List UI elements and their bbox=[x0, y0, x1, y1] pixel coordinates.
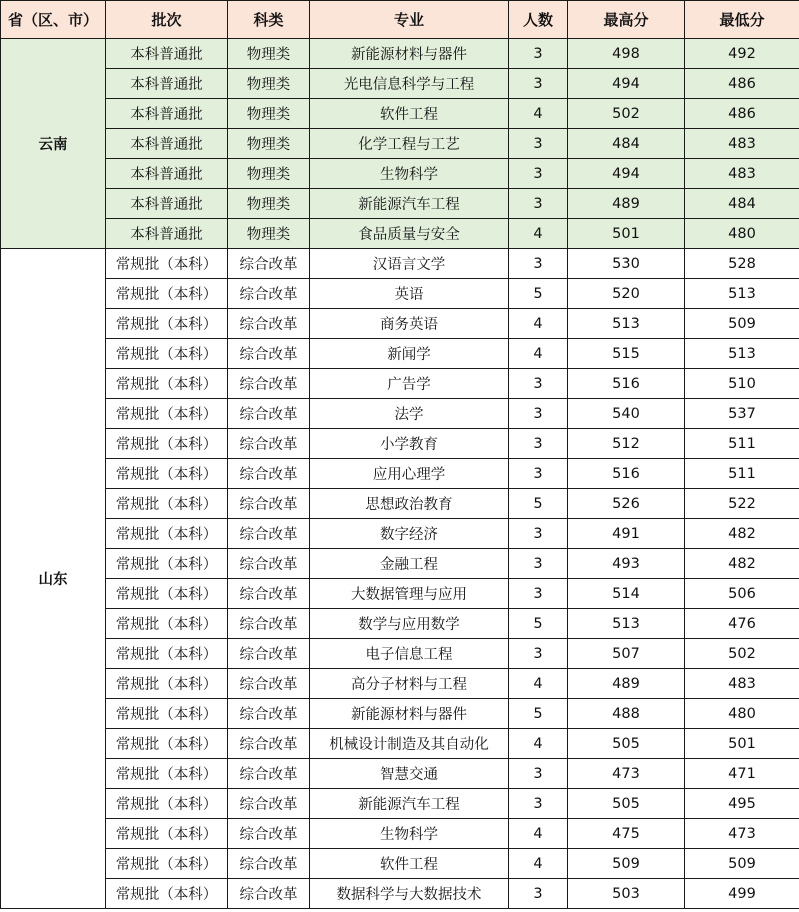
count-cell: 3 bbox=[509, 249, 568, 279]
category-cell: 物理类 bbox=[228, 219, 310, 249]
category-cell: 综合改革 bbox=[228, 339, 310, 369]
batch-cell: 本科普通批 bbox=[106, 99, 228, 129]
batch-cell: 本科普通批 bbox=[106, 39, 228, 69]
header-row bbox=[1, 1, 799, 39]
min-score-cell: 511 bbox=[685, 459, 799, 489]
max-score-cell: 520 bbox=[568, 279, 685, 309]
major-cell: 汉语言文学 bbox=[310, 249, 509, 279]
max-score-cell: 526 bbox=[568, 489, 685, 519]
major-cell: 光电信息科学与工程 bbox=[310, 69, 509, 99]
major-cell: 法学 bbox=[310, 399, 509, 429]
min-score-cell: 501 bbox=[685, 729, 799, 759]
max-score-cell: 475 bbox=[568, 819, 685, 849]
category-cell: 综合改革 bbox=[228, 759, 310, 789]
batch-cell: 本科普通批 bbox=[106, 69, 228, 99]
table-row bbox=[1, 369, 799, 399]
count-cell: 5 bbox=[509, 609, 568, 639]
batch-cell: 常规批（本科） bbox=[106, 429, 228, 459]
count-cell: 3 bbox=[509, 519, 568, 549]
table-row bbox=[1, 399, 799, 429]
batch-cell: 常规批（本科） bbox=[106, 579, 228, 609]
header-province: 省（区、市） bbox=[1, 1, 106, 39]
major-cell: 数据科学与大数据技术 bbox=[310, 879, 509, 909]
min-score-cell: 502 bbox=[685, 639, 799, 669]
count-cell: 4 bbox=[509, 339, 568, 369]
table-row bbox=[1, 549, 799, 579]
max-score-cell: 507 bbox=[568, 639, 685, 669]
count-cell: 3 bbox=[509, 459, 568, 489]
min-score-cell: 483 bbox=[685, 669, 799, 699]
header-count: 人数 bbox=[509, 1, 568, 39]
table-body bbox=[1, 39, 799, 909]
count-cell: 3 bbox=[509, 369, 568, 399]
category-cell: 综合改革 bbox=[228, 279, 310, 309]
header-category: 科类 bbox=[228, 1, 310, 39]
count-cell: 3 bbox=[509, 39, 568, 69]
category-cell: 综合改革 bbox=[228, 699, 310, 729]
table-row bbox=[1, 39, 799, 69]
min-score-cell: 528 bbox=[685, 249, 799, 279]
count-cell: 3 bbox=[509, 759, 568, 789]
max-score-cell: 515 bbox=[568, 339, 685, 369]
count-cell: 3 bbox=[509, 429, 568, 459]
batch-cell: 常规批（本科） bbox=[106, 849, 228, 879]
table-row bbox=[1, 639, 799, 669]
category-cell: 综合改革 bbox=[228, 579, 310, 609]
batch-cell: 常规批（本科） bbox=[106, 309, 228, 339]
max-score-cell: 505 bbox=[568, 729, 685, 759]
table-row bbox=[1, 519, 799, 549]
table-row bbox=[1, 819, 799, 849]
max-score-cell: 505 bbox=[568, 789, 685, 819]
min-score-cell: 492 bbox=[685, 39, 799, 69]
batch-cell: 常规批（本科） bbox=[106, 369, 228, 399]
max-score-cell: 501 bbox=[568, 219, 685, 249]
count-cell: 4 bbox=[509, 99, 568, 129]
max-score-cell: 473 bbox=[568, 759, 685, 789]
min-score-cell: 486 bbox=[685, 99, 799, 129]
table-row bbox=[1, 339, 799, 369]
header-max-score: 最高分 bbox=[568, 1, 685, 39]
category-cell: 综合改革 bbox=[228, 459, 310, 489]
min-score-cell: 522 bbox=[685, 489, 799, 519]
table-row bbox=[1, 159, 799, 189]
min-score-cell: 509 bbox=[685, 849, 799, 879]
max-score-cell: 516 bbox=[568, 459, 685, 489]
table-row bbox=[1, 309, 799, 339]
batch-cell: 常规批（本科） bbox=[106, 639, 228, 669]
batch-cell: 常规批（本科） bbox=[106, 819, 228, 849]
major-cell: 思想政治教育 bbox=[310, 489, 509, 519]
header-min-score: 最低分 bbox=[685, 1, 799, 39]
max-score-cell: 484 bbox=[568, 129, 685, 159]
min-score-cell: 537 bbox=[685, 399, 799, 429]
major-cell: 软件工程 bbox=[310, 849, 509, 879]
table-row bbox=[1, 579, 799, 609]
major-cell: 新能源汽车工程 bbox=[310, 789, 509, 819]
table-row bbox=[1, 789, 799, 819]
count-cell: 5 bbox=[509, 279, 568, 309]
count-cell: 4 bbox=[509, 669, 568, 699]
major-cell: 软件工程 bbox=[310, 99, 509, 129]
batch-cell: 本科普通批 bbox=[106, 189, 228, 219]
batch-cell: 常规批（本科） bbox=[106, 519, 228, 549]
max-score-cell: 503 bbox=[568, 879, 685, 909]
table-row bbox=[1, 489, 799, 519]
min-score-cell: 473 bbox=[685, 819, 799, 849]
major-cell: 新能源汽车工程 bbox=[310, 189, 509, 219]
min-score-cell: 513 bbox=[685, 339, 799, 369]
min-score-cell: 513 bbox=[685, 279, 799, 309]
max-score-cell: 514 bbox=[568, 579, 685, 609]
category-cell: 物理类 bbox=[228, 129, 310, 159]
category-cell: 综合改革 bbox=[228, 369, 310, 399]
count-cell: 3 bbox=[509, 549, 568, 579]
count-cell: 3 bbox=[509, 879, 568, 909]
batch-cell: 本科普通批 bbox=[106, 129, 228, 159]
major-cell: 高分子材料与工程 bbox=[310, 669, 509, 699]
batch-cell: 本科普通批 bbox=[106, 159, 228, 189]
category-cell: 综合改革 bbox=[228, 879, 310, 909]
major-cell: 数学与应用数学 bbox=[310, 609, 509, 639]
table-row bbox=[1, 849, 799, 879]
min-score-cell: 476 bbox=[685, 609, 799, 639]
category-cell: 综合改革 bbox=[228, 549, 310, 579]
table-row bbox=[1, 459, 799, 489]
count-cell: 3 bbox=[509, 189, 568, 219]
header-batch: 批次 bbox=[106, 1, 228, 39]
batch-cell: 常规批（本科） bbox=[106, 549, 228, 579]
major-cell: 化学工程与工艺 bbox=[310, 129, 509, 159]
table-row bbox=[1, 249, 799, 279]
category-cell: 物理类 bbox=[228, 159, 310, 189]
category-cell: 综合改革 bbox=[228, 519, 310, 549]
min-score-cell: 509 bbox=[685, 309, 799, 339]
min-score-cell: 480 bbox=[685, 699, 799, 729]
batch-cell: 常规批（本科） bbox=[106, 669, 228, 699]
major-cell: 商务英语 bbox=[310, 309, 509, 339]
count-cell: 3 bbox=[509, 69, 568, 99]
batch-cell: 常规批（本科） bbox=[106, 279, 228, 309]
max-score-cell: 489 bbox=[568, 189, 685, 219]
count-cell: 4 bbox=[509, 849, 568, 879]
max-score-cell: 494 bbox=[568, 69, 685, 99]
category-cell: 综合改革 bbox=[228, 639, 310, 669]
major-cell: 广告学 bbox=[310, 369, 509, 399]
max-score-cell: 493 bbox=[568, 549, 685, 579]
batch-cell: 常规批（本科） bbox=[106, 789, 228, 819]
count-cell: 3 bbox=[509, 639, 568, 669]
min-score-cell: 511 bbox=[685, 429, 799, 459]
table-row bbox=[1, 699, 799, 729]
table-row bbox=[1, 759, 799, 789]
table-row bbox=[1, 879, 799, 909]
category-cell: 综合改革 bbox=[228, 819, 310, 849]
min-score-cell: 480 bbox=[685, 219, 799, 249]
category-cell: 综合改革 bbox=[228, 309, 310, 339]
count-cell: 3 bbox=[509, 789, 568, 819]
count-cell: 3 bbox=[509, 129, 568, 159]
min-score-cell: 510 bbox=[685, 369, 799, 399]
table-row bbox=[1, 279, 799, 309]
category-cell: 综合改革 bbox=[228, 609, 310, 639]
category-cell: 综合改革 bbox=[228, 729, 310, 759]
category-cell: 综合改革 bbox=[228, 249, 310, 279]
batch-cell: 常规批（本科） bbox=[106, 729, 228, 759]
min-score-cell: 482 bbox=[685, 549, 799, 579]
max-score-cell: 489 bbox=[568, 669, 685, 699]
count-cell: 3 bbox=[509, 159, 568, 189]
province-cell: 山东 bbox=[1, 249, 106, 909]
category-cell: 物理类 bbox=[228, 39, 310, 69]
major-cell: 机械设计制造及其自动化 bbox=[310, 729, 509, 759]
min-score-cell: 486 bbox=[685, 69, 799, 99]
major-cell: 食品质量与安全 bbox=[310, 219, 509, 249]
category-cell: 物理类 bbox=[228, 99, 310, 129]
count-cell: 4 bbox=[509, 729, 568, 759]
max-score-cell: 513 bbox=[568, 309, 685, 339]
major-cell: 生物科学 bbox=[310, 159, 509, 189]
table-row bbox=[1, 69, 799, 99]
batch-cell: 常规批（本科） bbox=[106, 879, 228, 909]
category-cell: 综合改革 bbox=[228, 669, 310, 699]
batch-cell: 常规批（本科） bbox=[106, 339, 228, 369]
max-score-cell: 491 bbox=[568, 519, 685, 549]
max-score-cell: 502 bbox=[568, 99, 685, 129]
category-cell: 综合改革 bbox=[228, 399, 310, 429]
min-score-cell: 506 bbox=[685, 579, 799, 609]
batch-cell: 常规批（本科） bbox=[106, 489, 228, 519]
category-cell: 综合改革 bbox=[228, 429, 310, 459]
major-cell: 小学教育 bbox=[310, 429, 509, 459]
category-cell: 综合改革 bbox=[228, 789, 310, 819]
major-cell: 大数据管理与应用 bbox=[310, 579, 509, 609]
min-score-cell: 483 bbox=[685, 159, 799, 189]
max-score-cell: 513 bbox=[568, 609, 685, 639]
min-score-cell: 484 bbox=[685, 189, 799, 219]
table-row bbox=[1, 669, 799, 699]
major-cell: 新闻学 bbox=[310, 339, 509, 369]
major-cell: 英语 bbox=[310, 279, 509, 309]
count-cell: 5 bbox=[509, 699, 568, 729]
count-cell: 3 bbox=[509, 579, 568, 609]
batch-cell: 本科普通批 bbox=[106, 219, 228, 249]
major-cell: 金融工程 bbox=[310, 549, 509, 579]
header-major: 专业 bbox=[310, 1, 509, 39]
min-score-cell: 483 bbox=[685, 129, 799, 159]
batch-cell: 常规批（本科） bbox=[106, 249, 228, 279]
table-row bbox=[1, 609, 799, 639]
batch-cell: 常规批（本科） bbox=[106, 459, 228, 489]
batch-cell: 常规批（本科） bbox=[106, 699, 228, 729]
max-score-cell: 512 bbox=[568, 429, 685, 459]
max-score-cell: 488 bbox=[568, 699, 685, 729]
category-cell: 物理类 bbox=[228, 69, 310, 99]
count-cell: 4 bbox=[509, 819, 568, 849]
min-score-cell: 471 bbox=[685, 759, 799, 789]
major-cell: 新能源材料与器件 bbox=[310, 699, 509, 729]
min-score-cell: 499 bbox=[685, 879, 799, 909]
max-score-cell: 516 bbox=[568, 369, 685, 399]
count-cell: 3 bbox=[509, 399, 568, 429]
category-cell: 物理类 bbox=[228, 189, 310, 219]
count-cell: 4 bbox=[509, 219, 568, 249]
min-score-cell: 495 bbox=[685, 789, 799, 819]
major-cell: 应用心理学 bbox=[310, 459, 509, 489]
major-cell: 智慧交通 bbox=[310, 759, 509, 789]
table-row bbox=[1, 219, 799, 249]
count-cell: 5 bbox=[509, 489, 568, 519]
count-cell: 4 bbox=[509, 309, 568, 339]
table-row bbox=[1, 429, 799, 459]
min-score-cell: 482 bbox=[685, 519, 799, 549]
max-score-cell: 540 bbox=[568, 399, 685, 429]
table-row bbox=[1, 189, 799, 219]
major-cell: 数字经济 bbox=[310, 519, 509, 549]
max-score-cell: 509 bbox=[568, 849, 685, 879]
table-row bbox=[1, 729, 799, 759]
batch-cell: 常规批（本科） bbox=[106, 609, 228, 639]
major-cell: 电子信息工程 bbox=[310, 639, 509, 669]
max-score-cell: 530 bbox=[568, 249, 685, 279]
table-row bbox=[1, 99, 799, 129]
major-cell: 新能源材料与器件 bbox=[310, 39, 509, 69]
category-cell: 综合改革 bbox=[228, 489, 310, 519]
max-score-cell: 494 bbox=[568, 159, 685, 189]
province-cell: 云南 bbox=[1, 39, 106, 249]
max-score-cell: 498 bbox=[568, 39, 685, 69]
category-cell: 综合改革 bbox=[228, 849, 310, 879]
major-cell: 生物科学 bbox=[310, 819, 509, 849]
batch-cell: 常规批（本科） bbox=[106, 399, 228, 429]
table-row bbox=[1, 129, 799, 159]
batch-cell: 常规批（本科） bbox=[106, 759, 228, 789]
